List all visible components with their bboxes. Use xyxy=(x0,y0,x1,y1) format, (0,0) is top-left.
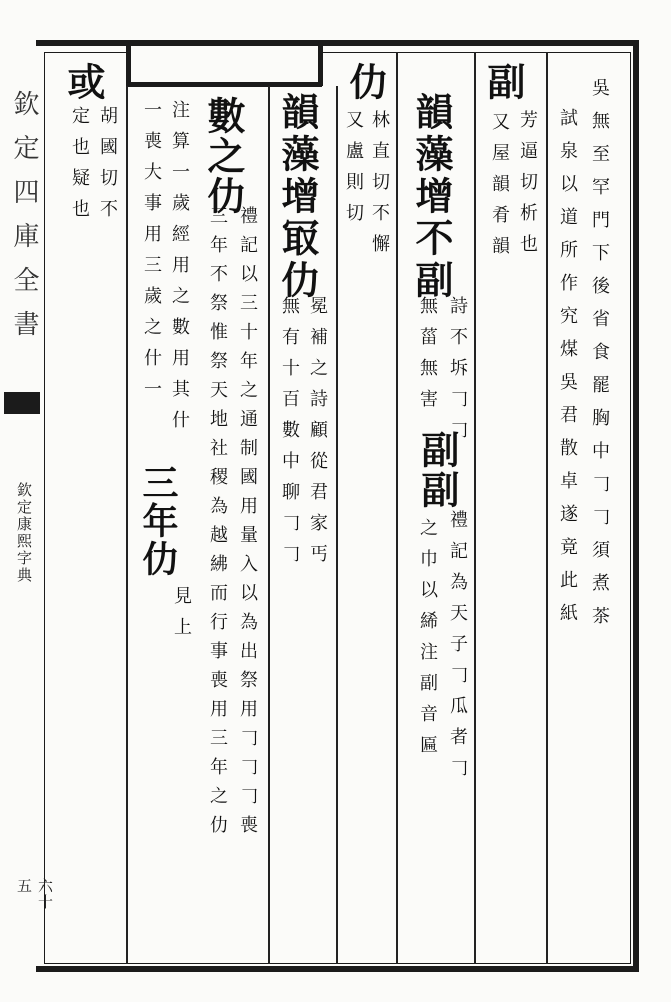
citation-text: 禮記以三十年之通制國用量入以為出祭用𠃌𠃌𠃌喪 xyxy=(237,206,258,844)
inner-frame xyxy=(44,52,631,964)
column-rule xyxy=(396,52,398,964)
entry-gloss: 定也疑也 xyxy=(69,106,90,230)
subheading: 三年仂 xyxy=(137,464,179,578)
text-column-1: 吳無至罕門下後省食罷胸中𠃌𠃌須煮茶 xyxy=(589,78,610,639)
section-heading: 副副 xyxy=(415,430,460,510)
entry-gloss: 又屋韻肴韻 xyxy=(489,112,510,267)
citation-text: 禮記為天子𠃌瓜者𠃌 xyxy=(447,510,468,789)
frame-notch-left xyxy=(126,46,131,86)
column-rule xyxy=(268,86,270,964)
frame-notch-bar xyxy=(126,82,322,87)
spine-label-block xyxy=(4,392,40,414)
frame-notch-right xyxy=(318,46,323,86)
entry-headword: 或 xyxy=(61,62,106,102)
spine-title: 欽定四庫全書 xyxy=(9,90,39,354)
column-rule xyxy=(126,86,128,964)
text-column-2: 試泉以道所作究煤吳君散卓遂竟此紙 xyxy=(557,108,578,636)
citation-text: 詩不坼𠃌𠃌 xyxy=(447,296,468,451)
column-rule xyxy=(474,52,476,964)
entry-gloss: 胡國切不 xyxy=(97,106,118,230)
entry-headword: 副 xyxy=(481,62,526,102)
citation-text: 之巾以絺注副音匾 xyxy=(417,518,438,766)
citation-text: 三年不祭惟祭天地社稷為越紼而行事喪用三年之仂 xyxy=(207,206,228,844)
column-rule xyxy=(336,86,338,964)
page-number: 六十五 xyxy=(15,878,54,910)
citation-text: 一喪大事用三歲之什一 xyxy=(141,100,162,410)
section-heading: 數之仂 xyxy=(201,96,246,216)
section-heading: 韻藻增冣仂 xyxy=(275,92,320,302)
cross-reference: 見上 xyxy=(171,586,192,648)
citation-text: 無有十百數中聊𠃌𠃌 xyxy=(279,296,300,575)
entry-gloss: 又盧則切 xyxy=(343,110,364,234)
column-rule xyxy=(546,52,548,964)
spine-book-title: 欽定康熙字典 xyxy=(15,482,33,584)
entry-gloss: 林直切不懈 xyxy=(369,110,390,265)
entry-headword: 仂 xyxy=(343,62,388,102)
entry-gloss: 芳逼切析也 xyxy=(517,110,538,265)
citation-text: 注算一歲經用之數用其什 xyxy=(169,100,190,441)
citation-text: 冕補之詩顧從君家丐 xyxy=(307,296,328,575)
section-heading: 韻藻增不副 xyxy=(409,92,454,302)
book-spine xyxy=(0,90,54,910)
citation-text: 無菑無害 xyxy=(417,296,438,420)
